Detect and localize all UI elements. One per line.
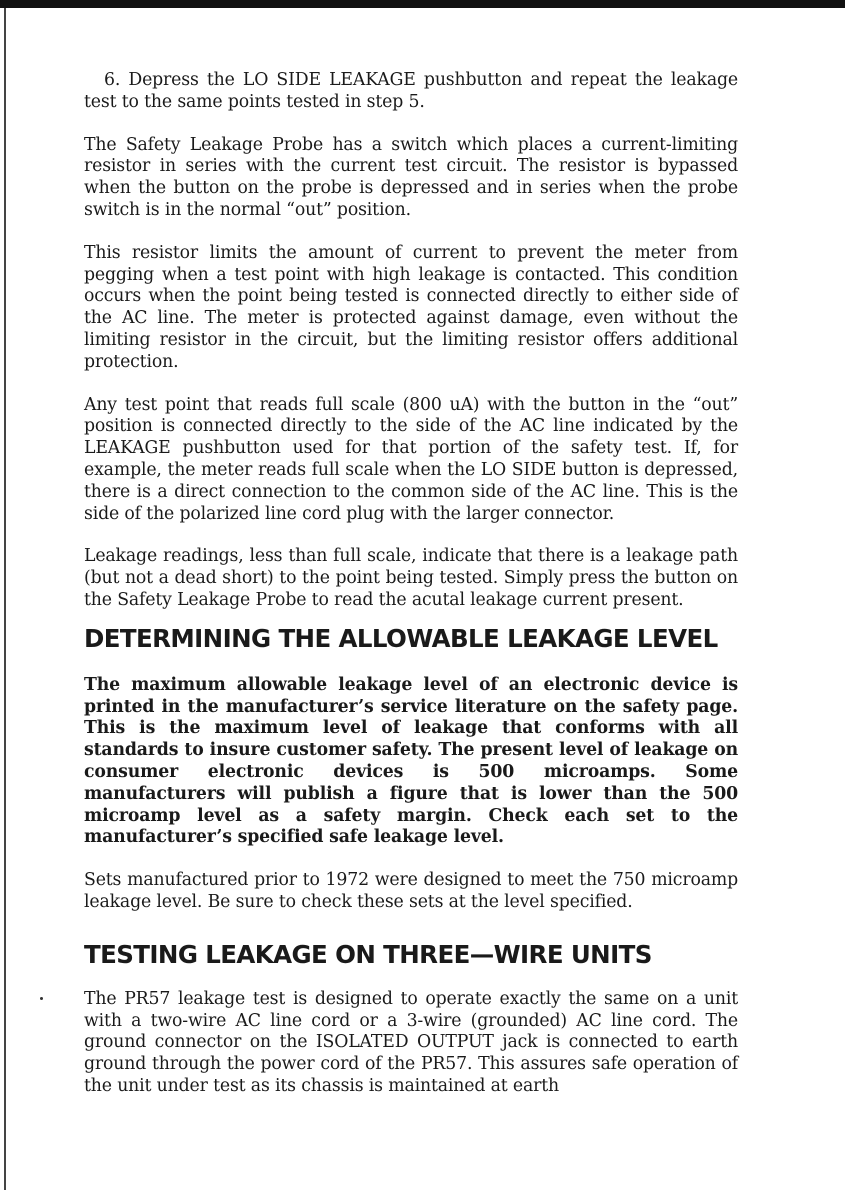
pr57-paragraph: The PR57 leakage test is designed to operate exactly the same on a unit with a two-wire AC line cord or a 3-wire (grounded) AC line cord. The ground connector on the ISOLATED OUTPUT jack is connected to earth ground through the power cord of the PR57. This assures safe operation of the unit under test as its chassis is maintained at earth — [84, 988, 738, 1096]
top-border — [0, 0, 845, 8]
leakage-readings-paragraph: Leakage readings, less than full scale, indicate that there is a leakage path (but not a dead short) to the point being tested. Simply press the button on the Safety Leakage Probe to read the acutal leakage current present. — [84, 546, 738, 610]
left-border — [4, 8, 6, 1190]
step-6-paragraph: 6. Depress the LO SIDE LEAKAGE pushbutton and repeat the leakage test to the same points tested in step 5. — [84, 70, 738, 112]
full-scale-paragraph: Any test point that reads full scale (800 uA) with the button in the “out” position is connected directly to the side of the AC line indicated by the LEAKAGE pushbutton used for that portion of the safety test. If, for example, the meter reads full scale when the LO SIDE button is depressed, there is a direct connection to the common side of the AC line. This is the side of the polarized line cord plug with the larger connector. — [84, 394, 738, 524]
heading-allowable-leakage: DETERMINING THE ALLOWABLE LEAKAGE LEVEL — [84, 623, 718, 653]
heading-three-wire: TESTING LEAKAGE ON THREE—WIRE UNITS — [84, 939, 652, 969]
resistor-paragraph: This resistor limits the amount of current to prevent the meter from pegging when a test point with high leakage is contacted. This condition occurs when the point being tested is connected directly to either side of the AC line. The meter is protected against damage, even without the limiting resistor in the circuit, but the limiting resistor offers additional protection. — [84, 242, 738, 372]
pre-1972-paragraph: Sets manufactured prior to 1972 were designed to meet the 750 microamp leakage level. Be sure to check these sets at the level specified. — [84, 870, 738, 912]
maximum-leakage-paragraph: The maximum allowable leakage level of an electronic device is printed in the manufacturer’s service literature on the safety page. This is the maximum level of leakage that conforms with all standards to insure customer safety. The present level of leakage on consumer electronic devices is 500 microamps. Some manufacturers will publish a figure that is lower than the 500 microamp level as a safety margin. Check each set to the manufacturer’s specified safe leakage level. — [84, 674, 738, 848]
document-page — [84, 70, 738, 1098]
probe-switch-paragraph: The Safety Leakage Probe has a switch which places a current-limiting resistor in series with the current test circuit. The resistor is bypassed when the button on the probe is depressed and in series when the probe switch is in the normal “out” position. — [84, 134, 738, 220]
margin-mark — [40, 997, 43, 1000]
